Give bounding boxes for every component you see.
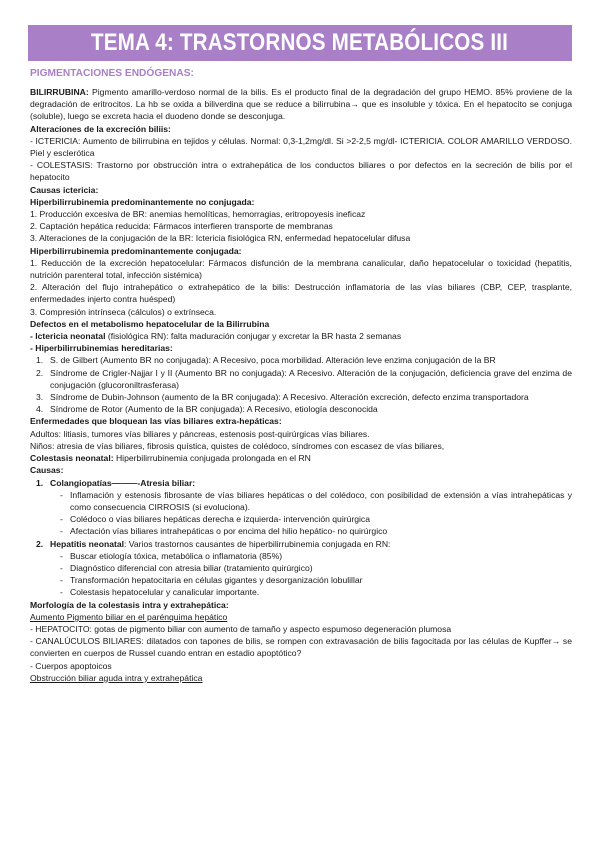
defectos-heading: Defectos en el metabolismo hepatocelular de la Bilirrubina: [30, 318, 270, 329]
hepatitis-text: : Varios trastornos causantes de hiperbilirrubinemia conjugada en RN:: [124, 538, 391, 549]
list-item: 2. Alteración del flujo intrahepático o extrahepático de la bilis: Destrucción inflamatoria de las vías biliares (CBP, CEP, trasplante, enfermedades injerto contra huésped): [30, 282, 572, 305]
hepatitis-label: Hepatitis neonatal: [50, 538, 125, 549]
list-number: 1.: [36, 355, 44, 366]
bilirrubina-term: BILIRRUBINA:: [30, 87, 89, 97]
neonatal-paragraph: [30, 330, 572, 342]
colestasis-neonatal-line: [30, 452, 572, 464]
list-item: [30, 525, 572, 537]
list-item: [30, 489, 572, 513]
list-item: [30, 550, 572, 562]
list-number: 3.: [36, 392, 44, 403]
list-text: Colestasis hepatocelular y canalicular importante.: [70, 587, 260, 598]
section-subtitle: PIGMENTACIONES ENDÓGENAS:: [30, 68, 194, 79]
causas-label: Causas:: [30, 465, 64, 476]
list-item: [30, 367, 572, 391]
bullet-dash: -: [60, 514, 63, 525]
alteraciones-heading: Alteraciones de la excreción biliis:: [30, 123, 171, 134]
vias-heading: Enfermedades que bloquean las vías biliares extra-hepáticas:: [30, 416, 282, 427]
colestasis-neonatal-text: Hiperbilirrubinemia conjugada prolongada en el RN: [113, 453, 311, 464]
list-item: [30, 354, 572, 366]
list-text: Síndrome de Dubin-Johnson (aumento de la BR conjugada): A Recesivo. Alteración excreción, defecto enzima transportadora: [50, 392, 529, 403]
list-item: [30, 391, 572, 403]
list-text: Buscar etiología tóxica, metabólica o inflamatoria (85%): [70, 550, 283, 561]
ninos-line: Niños: atresia de vías biliares, fibrosis quística, quistes de colédoco, síndromes con escasez de vías biliares,: [30, 440, 445, 451]
bullet-dash: -: [60, 587, 63, 598]
page-title: TEMA 4: TRASTORNOS METABÓLICOS III: [91, 29, 509, 56]
list-text: Síndrome de Crigler-Najjar I y II (Aumento BR no conjugada): A Recesivo. Alteración de la conjugación, deficiencia grave del enzima de conjugación (glucoroniltrasferasa): [50, 367, 572, 390]
bullet-dash: -: [60, 562, 63, 573]
aumento-pigmento-line: Aumento Pigmento biliar en el parénquima hepático: [30, 611, 228, 622]
colestasis-paragraph: - COLESTASIS: Trastorno por obstrucción intra o extrahepática de los conductos biliares o por defectos en la secreción de bilis por el hepatocito: [30, 160, 572, 183]
adultos-line: Adultos: litiasis, tumores vías biliares y páncreas, estenosis post-quirúrgicas vías biliares.: [30, 428, 370, 439]
colangiopatias-heading: Colangiopatías———-Atresia biliar:: [50, 477, 196, 488]
list-item: [30, 586, 572, 598]
list-item: 3. Alteraciones de la conjugación de la BR: Ictericia fisiológica RN, enfermedad hepatocelular difusa: [30, 233, 411, 244]
list-item: [30, 562, 572, 574]
bilirrubina-paragraph: [30, 86, 572, 123]
neonatal-text: (fisiológica RN): falta maduración conjugar y excretar la BR hasta 2 semanas: [105, 331, 402, 342]
list-item: 1. Reducción de la excreción hepatocelular: Fármacos disfunción de la membrana canalicular, daño hepatocelular o toxicidad (hepatitis, nutrición parenteral total, infección sistémica): [30, 257, 572, 281]
canaliculos-line: - CANALÚCULOS BILIARES: dilatados con tapones de bilis, se rompen con extravasación de bilis fagocitada por las células de Kupffer→ se convierten en cuerpos de Russel cuando entran en estadio apoptótico?: [30, 636, 572, 659]
title-banner: [28, 25, 572, 61]
list-text: Afectación vías biliares intrahepáticas o por encima del hilio hepático- no quirúrgico: [70, 526, 388, 537]
list-item: 2. Captación hepática reducida: Fármacos interfieren transporte de membranas: [30, 221, 333, 232]
list-number: 2.: [36, 538, 44, 549]
list-text: Inflamación y estenosis fibrosante de vías biliares hepáticas o del colédoco, con posibilidad de extensión a vías intrahepáticas y como consecuencia CIRROSIS (si evoluciona).: [70, 489, 572, 512]
bullet-dash: -: [60, 526, 63, 537]
list-number: 2.: [36, 367, 44, 378]
list-number: 4.: [36, 404, 44, 415]
list-number: 1.: [36, 477, 44, 488]
hepatocito-line: - HEPATOCITO: gotas de pigmento biliar con aumento de tamaño y aspecto espumoso degeneración plumosa: [30, 623, 452, 634]
document-body: [30, 86, 572, 684]
bullet-dash: -: [60, 575, 63, 586]
bullet-dash: -: [60, 489, 63, 500]
list-item: [30, 538, 572, 550]
ictericia-paragraph: - ICTERICIA: Aumento de bilirrubina en tejidos y células. Normal: 0,3-1,2mg/dl. Si >2-2,5 mg/dl- ICTERICIA. COLOR AMARILLO VERDOSO. Piel y esclerótica: [30, 135, 572, 159]
list-item: [30, 574, 572, 586]
hepatitis-line: [50, 538, 572, 550]
list-text: S. de Gilbert (Aumento BR no conjugada): A Recesivo, poca morbilidad. Alteración leve enzima conjugación de la BR: [50, 355, 496, 366]
list-text: Transformación hepatocitaria en células gigantes y desorganización lobulillar: [70, 575, 363, 586]
neonatal-label: - Ictericia neonatal: [30, 331, 106, 342]
bilirrubina-text: Pigmento amarillo-verdoso normal de la bilis. Es el producto final de la degradación del grupo HEMO. 85% proviene de la degradación de eritrocitos. La hb se oxida a biliverdina que se reduce a bilirrubina→ que es insoluble y tóxica. En el hepatocito se conjuga (soluble), luego se excreta hacia el duodeno donde se desconjuga.: [30, 87, 572, 122]
hereditarias-heading: - Hiperbilirrubinemias hereditarias:: [30, 343, 173, 354]
list-item: 3. Compresión intrínseca (cálculos) o extrínseca.: [30, 306, 217, 317]
list-item: [30, 403, 572, 415]
list-text: Diagnóstico diferencial con atresia biliar (tratamiento quirúrgico): [70, 562, 313, 573]
conjugada-heading: Hiperbilirrubinemia predominantemente conjugada:: [30, 245, 242, 256]
list-item: [30, 477, 572, 489]
list-item: [30, 513, 572, 525]
no-conjugada-heading: Hiperbilirrubinemia predominantemente no conjugada:: [30, 196, 255, 207]
causas-heading: Causas ictericia:: [30, 184, 99, 195]
list-text: Colédoco o vías biliares hepáticas derecha e izquierda- intervención quirúrgica: [70, 514, 370, 525]
colestasis-neonatal-label: Colestasis neonatal:: [30, 453, 114, 464]
list-item: 1. Producción excesiva de BR: anemias hemolíticas, hemorragias, eritropoyesis ineficaz: [30, 209, 366, 220]
morfologia-heading: Morfología de la colestasis intra y extrahepática:: [30, 599, 229, 610]
cuerpos-line: - Cuerpos apoptoicos: [30, 660, 112, 671]
bullet-dash: -: [60, 550, 63, 561]
obstruccion-line: Obstrucción biliar aguda intra y extrahepática: [30, 672, 203, 683]
list-text: Síndrome de Rotor (Aumento de la BR conjugada): A Recesivo, etiología desconocida: [50, 404, 378, 415]
